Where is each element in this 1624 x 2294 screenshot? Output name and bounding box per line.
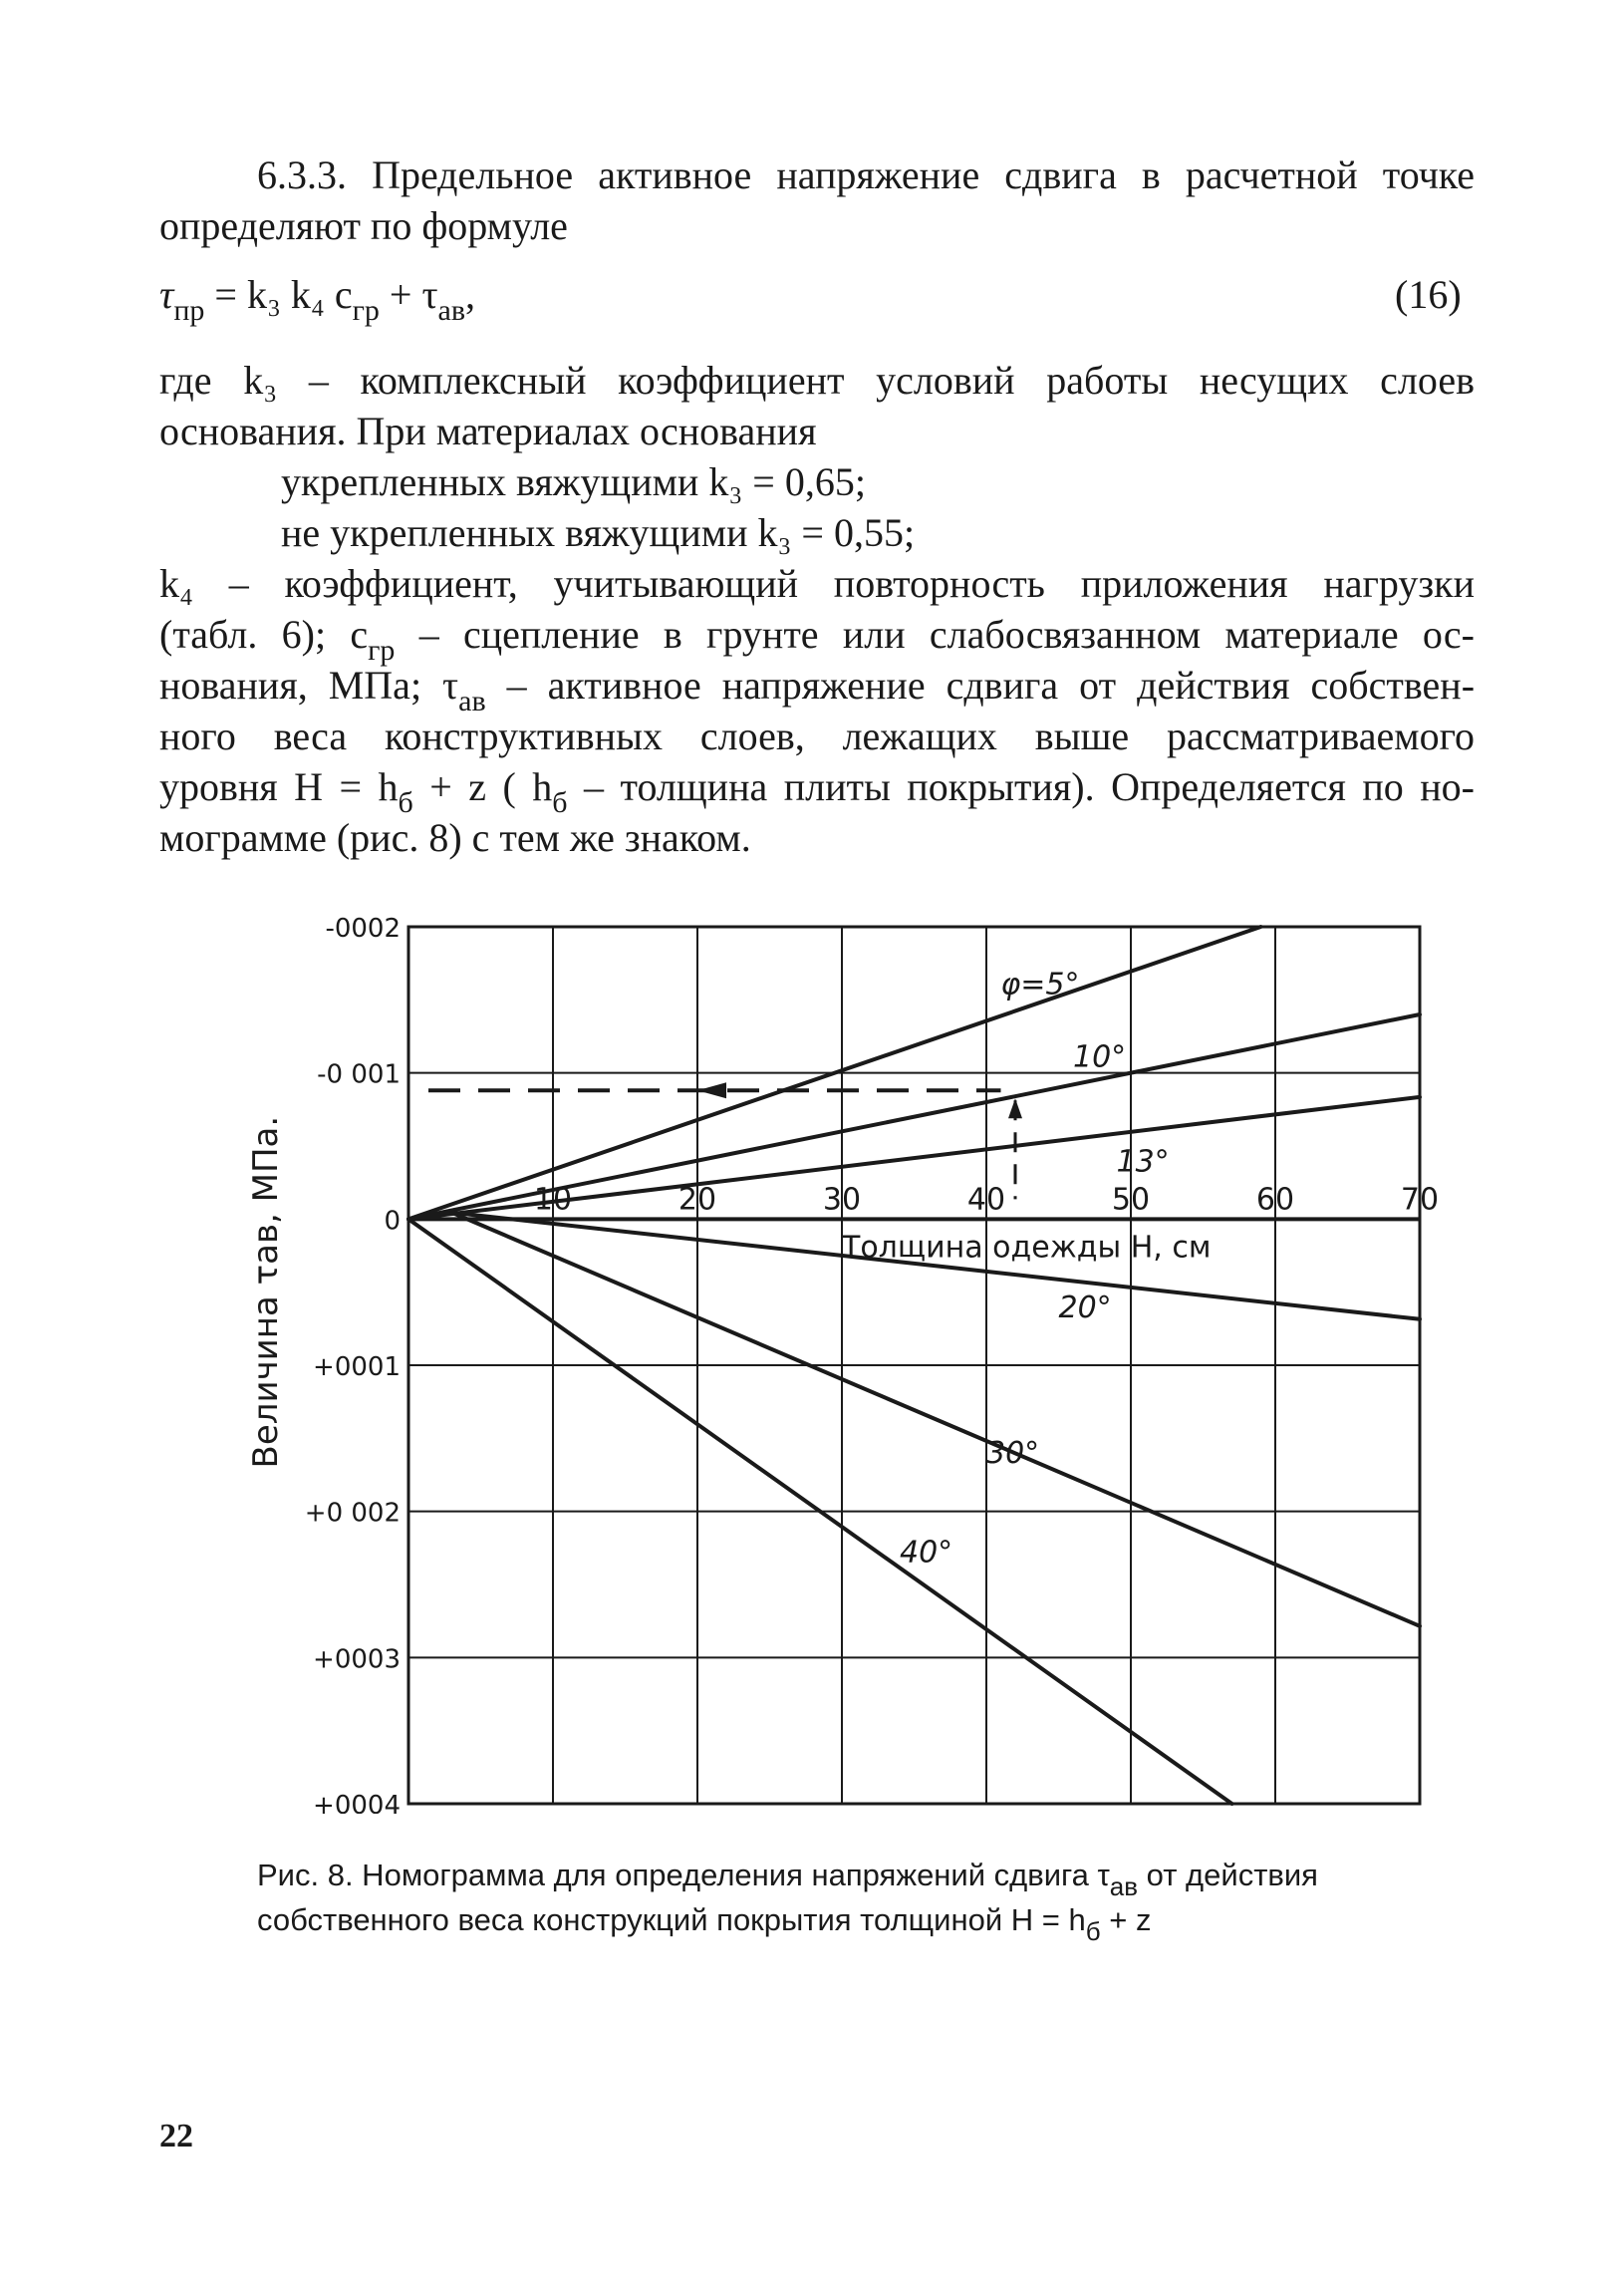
series-annotation: 40° bbox=[900, 1535, 953, 1571]
x-axis-label: Толщина одежды H, см bbox=[842, 1230, 1212, 1266]
x-tick-label: 70 bbox=[1400, 1182, 1440, 1218]
caption-line-1-a: Рис. 8. Номограмма для определения напряжений сдвига τ bbox=[257, 1858, 1110, 1892]
k4-line-2-sub: гр bbox=[368, 634, 396, 667]
caption-line-2-b: + z bbox=[1100, 1902, 1152, 1937]
k4-line-5-c: – толщина плиты покрытия). Определяется по но- bbox=[567, 764, 1475, 809]
caption-line-2-a: собственного веса конструкций покрытия толщиной H = h bbox=[257, 1902, 1086, 1937]
series-annotation: 10° bbox=[1073, 1039, 1127, 1075]
x-tick-label: 20 bbox=[677, 1182, 717, 1218]
k4-line-3-b: – активное напряжение сдвига от действия собствен- bbox=[485, 663, 1476, 708]
case-unstabilized: не укрепленных вяжущими k₃ = 0,55; bbox=[281, 510, 916, 555]
intro-line-2: определяют по формуле bbox=[159, 203, 568, 248]
k4-line-2-b: – сцепление в грунте или слабосвязанном материале ос- bbox=[395, 612, 1475, 657]
formula-comma: , bbox=[465, 272, 476, 317]
formula-number: (16) bbox=[1395, 272, 1462, 317]
k4-line-5-sub1: б bbox=[398, 786, 413, 819]
k4-line-5-sub2: б bbox=[552, 786, 568, 819]
k4-line-2-a: (табл. 6); c bbox=[159, 612, 369, 657]
nomogram-chart bbox=[239, 897, 1475, 1814]
intro-line-1: 6.3.3. Предельное активное напряжение сдвига в расчетной точке bbox=[257, 152, 1475, 197]
k4-line-5-b: + z ( h bbox=[412, 764, 553, 809]
caption-line-1 bbox=[257, 1854, 1423, 1901]
caption-line-2 bbox=[257, 1898, 1423, 1946]
x-tick-label: 10 bbox=[533, 1182, 573, 1218]
x-tick-label: 50 bbox=[1111, 1182, 1151, 1218]
where-line-2: основания. При материалах основания bbox=[159, 409, 817, 453]
y-tick-label: 0 bbox=[384, 1206, 401, 1237]
series-annotation: 20° bbox=[1058, 1290, 1112, 1325]
caption-line-1-b: от действия bbox=[1138, 1858, 1318, 1892]
formula-sub-av: ав bbox=[437, 294, 466, 327]
x-tick-label: 40 bbox=[966, 1182, 1006, 1218]
caption-line-2-sub: б bbox=[1085, 1916, 1101, 1946]
vertical-arrow-head bbox=[1008, 1098, 1022, 1118]
y-tick-label: -0002 bbox=[325, 914, 401, 944]
k4-line-3 bbox=[159, 660, 1475, 715]
k4-line-5-a: уровня H = h bbox=[159, 764, 399, 809]
formula-tau: τ bbox=[159, 272, 174, 317]
k4-line-5 bbox=[159, 761, 1475, 819]
y-tick-label: +0004 bbox=[313, 1791, 401, 1814]
caption-line-1-sub: ав bbox=[1109, 1871, 1139, 1901]
dashed-arrow-head bbox=[697, 1082, 726, 1098]
k4-line-4: ного веса конструктивных слоев, лежащих выше рассматриваемого bbox=[159, 714, 1475, 758]
page-number: 22 bbox=[159, 2118, 193, 2154]
chart-grid bbox=[408, 927, 1420, 1804]
formula-plus-tau: + τ bbox=[379, 272, 438, 317]
case-stabilized: укрепленных вяжущими k₃ = 0,65; bbox=[281, 459, 866, 504]
formula-16 bbox=[159, 271, 476, 327]
formula-sub-gr: гр bbox=[352, 294, 380, 327]
formula-middle: = k₃ k₄ c bbox=[214, 272, 353, 317]
y-axis-label: Величина τав, МПа. bbox=[246, 1115, 286, 1469]
k4-line-3-a: нования, МПа; τ bbox=[159, 663, 459, 708]
k4-line-3-sub: ав bbox=[458, 685, 486, 717]
k4-line-1: k₄ – коэффициент, учитывающий повторность приложения нагрузки bbox=[159, 561, 1475, 606]
series-annotation: 30° bbox=[986, 1435, 1040, 1471]
x-tick-label: 60 bbox=[1255, 1182, 1295, 1218]
formula-sub-pr: пр bbox=[173, 294, 205, 327]
x-tick-label: 30 bbox=[822, 1182, 862, 1218]
k4-line-2 bbox=[159, 609, 1475, 667]
y-tick-label: +0 002 bbox=[304, 1498, 401, 1529]
y-tick-label: +0001 bbox=[313, 1352, 401, 1382]
y-tick-label: -0 001 bbox=[317, 1059, 401, 1090]
series-annotation: 13° bbox=[1116, 1144, 1170, 1180]
series-annotation: φ=5° bbox=[1000, 967, 1080, 1003]
k4-line-6: мограмме (рис. 8) с тем же знаком. bbox=[159, 815, 751, 860]
figure-caption bbox=[257, 1854, 1423, 1946]
where-line-1: где k₃ – комплексный коэффициент условий работы несущих слоев bbox=[159, 358, 1475, 403]
y-tick-label: +0003 bbox=[313, 1644, 401, 1675]
